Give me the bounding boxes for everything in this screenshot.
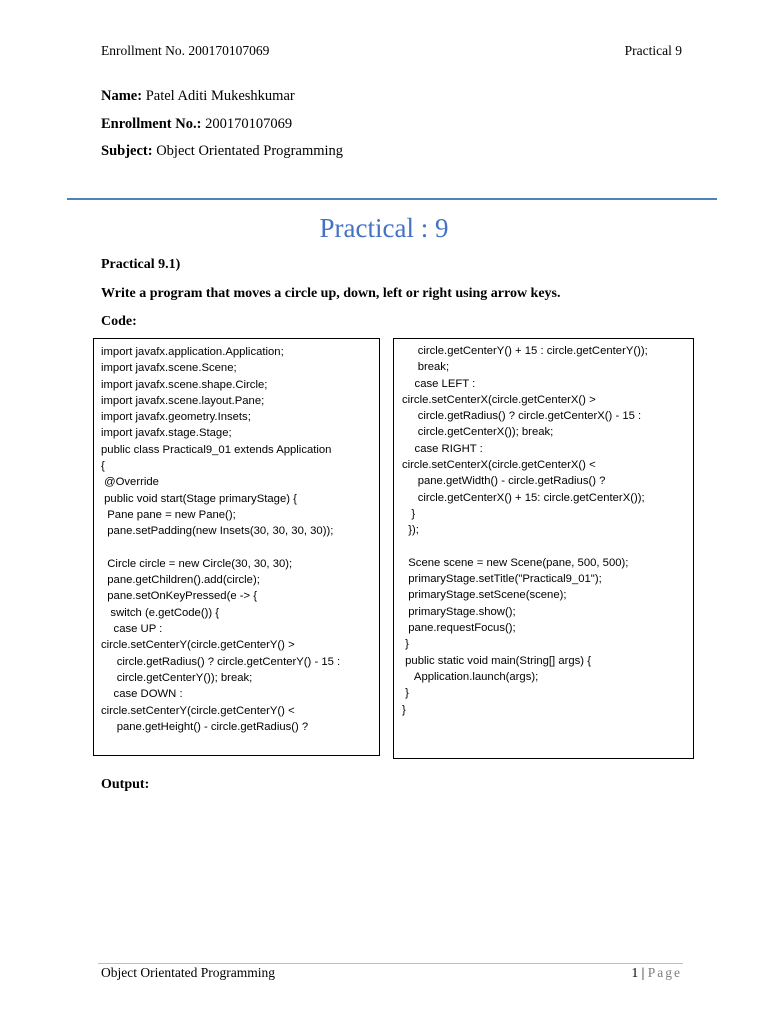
page-number: 1 (631, 965, 639, 980)
code-line (402, 539, 693, 555)
code-line: circle.getCenterX()); break; (402, 426, 554, 439)
student-enrollment (101, 116, 292, 133)
code-box-right (393, 338, 694, 759)
subject-label: Subject: (101, 143, 153, 159)
code-line: } (402, 638, 409, 651)
code-line: case RIGHT : (402, 442, 483, 455)
code-line: import javafx.geometry.Insets; (101, 411, 251, 424)
code-right (394, 339, 693, 718)
code-line: } (402, 687, 409, 700)
code-line: import javafx.application.Application; (101, 346, 284, 358)
student-name (101, 88, 295, 105)
code-left (94, 339, 379, 735)
enrollment-label: Enrollment No.: (101, 116, 202, 132)
code-line: circle.getRadius() ? circle.getCenterY() - 15 : (101, 655, 341, 668)
code-line: Circle circle = new Circle(30, 30, 30); (101, 557, 293, 570)
code-line: import javafx.stage.Stage; (101, 427, 232, 440)
footer-page (632, 965, 682, 981)
output-label: Output: (101, 777, 150, 792)
code-line: switch (e.getCode()) { (101, 606, 220, 619)
code-line: pane.getWidth() - circle.getRadius() ? (402, 475, 606, 488)
code-line: circle.getRadius() ? circle.getCenterX() - 15 : (402, 410, 642, 423)
name-label: Name: (101, 88, 143, 104)
section-heading: Practical 9.1) (101, 257, 181, 272)
code-line: circle.setCenterY(circle.getCenterY() < (101, 704, 295, 717)
page-separator: | (638, 965, 648, 980)
student-subject (101, 143, 343, 160)
code-line: circle.getCenterY() + 15 : circle.getCenterY()); (402, 345, 648, 357)
code-line: pane.getHeight() - circle.getRadius() ? (101, 720, 309, 733)
page-title: Practical : 9 (319, 213, 449, 243)
code-line: pane.setOnKeyPressed(e -> { (101, 590, 258, 603)
code-line: Scene scene = new Scene(pane, 500, 500); (402, 556, 629, 569)
code-line: } (402, 703, 406, 716)
code-box-left (93, 338, 380, 756)
code-line: pane.setPadding(new Insets(30, 30, 30, 30)); (101, 525, 334, 538)
code-line: primaryStage.setScene(scene); (402, 589, 567, 602)
code-label: Code: (101, 314, 137, 329)
header-enrollment: Enrollment No. 200170107069 (101, 43, 270, 58)
code-line: public void start(Stage primaryStage) { (101, 492, 297, 505)
code-line: Application.launch(args); (402, 670, 539, 683)
code-line: circle.getCenterX() + 15: circle.getCenterX()); (402, 491, 645, 504)
code-line: Pane pane = new Pane(); (101, 508, 236, 521)
code-line: public class Practical9_01 extends Application (101, 443, 332, 456)
code-line: pane.getChildren().add(circle); (101, 574, 260, 587)
code-line: circle.setCenterX(circle.getCenterX() > (402, 393, 596, 406)
code-line: circle.setCenterY(circle.getCenterY() > (101, 639, 295, 652)
page-word: Page (647, 965, 682, 980)
code-line: primaryStage.setTitle("Practical9_01"); (402, 573, 602, 586)
code-line: import javafx.scene.Scene; (101, 362, 237, 375)
footer-rule (98, 963, 683, 964)
enrollment-value: 200170107069 (201, 116, 293, 132)
code-line: pane.requestFocus(); (402, 622, 516, 635)
code-line: circle.getCenterY()); break; (101, 671, 253, 684)
code-line: { (101, 460, 105, 473)
code-line: case LEFT : (402, 377, 476, 390)
code-line: case DOWN : (101, 688, 183, 701)
code-line: }); (402, 524, 419, 537)
code-line: import javafx.scene.layout.Pane; (101, 394, 265, 407)
divider-rule (67, 198, 717, 200)
code-line: break; (402, 361, 450, 374)
code-line (101, 540, 379, 556)
code-line: primaryStage.show(); (402, 605, 516, 618)
code-line: circle.setCenterX(circle.getCenterX() < (402, 459, 596, 472)
subject-value: Object Orientated Programming (152, 143, 344, 159)
header-practical: Practical 9 (624, 43, 682, 58)
code-line: case UP : (101, 623, 163, 636)
footer-subject: Object Orientated Programming (101, 965, 275, 980)
code-line: @Override (101, 476, 159, 489)
name-value: Patel Aditi Mukeshkumar (142, 88, 295, 104)
code-line: import javafx.scene.shape.Circle; (101, 378, 268, 391)
code-line: } (402, 507, 416, 520)
code-line: public static void main(String[] args) { (402, 654, 591, 667)
question-text: Write a program that moves a circle up, down, left or right using arrow keys. (101, 286, 561, 301)
